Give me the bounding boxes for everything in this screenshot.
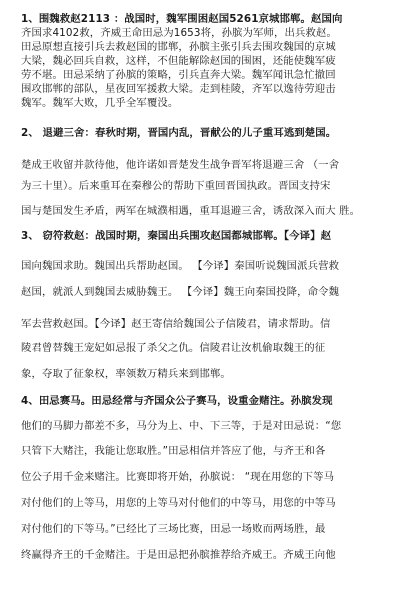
text-line: 只管下大赌注，我能让您取胜。”田忌相信并答应了他，与齐王和各	[21, 445, 326, 457]
text-line: 他们的马脚力都差不多，马分为上、中、下三等，于是对田忌说：“您	[21, 420, 342, 432]
text-line: 位公子用千金来赌注。比赛即将开始，孙膑说： “现在用您的下等马	[21, 471, 335, 483]
text-line: 国与楚国发生矛盾，两军在城濮相遇，重耳退避三舍，诱敌深入而大 胜。	[21, 205, 361, 217]
text-line: 围攻邯郸的部队，星夜回军援救大梁。走到桂陵，齐军以逸待劳迎击	[21, 83, 336, 95]
text-line: 对付他们的下等马。”已经比了三场比赛，田忌一场败而两场胜，最	[21, 523, 326, 535]
text-line: 大梁，魏必回兵自救，这样，不但能解除赵国的围困，还能使魏军疲	[21, 55, 336, 67]
text-line: 劳不堪。田忌采纳了孙膑的策略，引兵直奔大梁。魏军闻讯急忙撤回	[21, 69, 336, 81]
text-line: 赵国，就派人到魏国去威胁魏王。 【今译】魏王向秦国投降，命令魏	[21, 286, 340, 298]
text-line: 军去营救赵国。【今译】赵王寄信给魏国公子信陵君，请求帮助。信	[21, 318, 331, 330]
text-line: 为三十里）。后来重耳在秦穆公的帮助下重回晋国执政。晋国支持宋	[21, 180, 331, 192]
text-line: 魏军。魏军大败，几乎全军覆没。	[21, 97, 179, 109]
section-2-heading-line: 2、 退避三舍：春秋时期，晋国内乱，晋献公的儿子重耳逃到楚国。	[21, 127, 337, 139]
section-3-heading-line: 3、 窃符救赵：战国时期，秦国出兵围攻赵国都城邯郸。【今译】赵	[21, 230, 332, 242]
text-line: 田忌原想直接引兵去救赵国的邯郸，孙膑主张引兵去围攻魏国的京城	[21, 41, 336, 53]
section-1-heading-line: 1、围魏救赵2113 ：战国时，魏军围困赵国5261京城邯郸。赵国向	[21, 13, 343, 25]
text-line: 楚成王收留并款待他，他许诺如晋楚发生战争晋军将退避三舍 （一舍	[21, 159, 340, 171]
text-line: 齐国求4102救，齐威王命田忌为1653将，孙膑为军师，出兵救赵。	[21, 27, 337, 39]
text-line: 对付他们的上等马，用您的上等马对付他们的中等马，用您的中等马	[21, 497, 336, 509]
text-line: 终赢得齐王的千金赌注。于是田忌把孙膑推荐给齐威王。齐威王向他	[21, 549, 336, 561]
text-line: 象，夺取了征象权，率领数万精兵来到邯郸。	[21, 368, 231, 380]
text-line: 陵君曾替魏王宠妃如忌报了杀父之仇。信陵君让汝机偷取魏王的征	[21, 342, 326, 354]
section-4-heading-line: 4、田忌赛马。田忌经常与齐国众公子赛马，设重金赌注。孙膑发现	[21, 395, 333, 407]
text-line: 国向魏国求助。魏国出兵帮助赵国。 【今译】秦国听说魏国派兵营救	[21, 260, 340, 272]
